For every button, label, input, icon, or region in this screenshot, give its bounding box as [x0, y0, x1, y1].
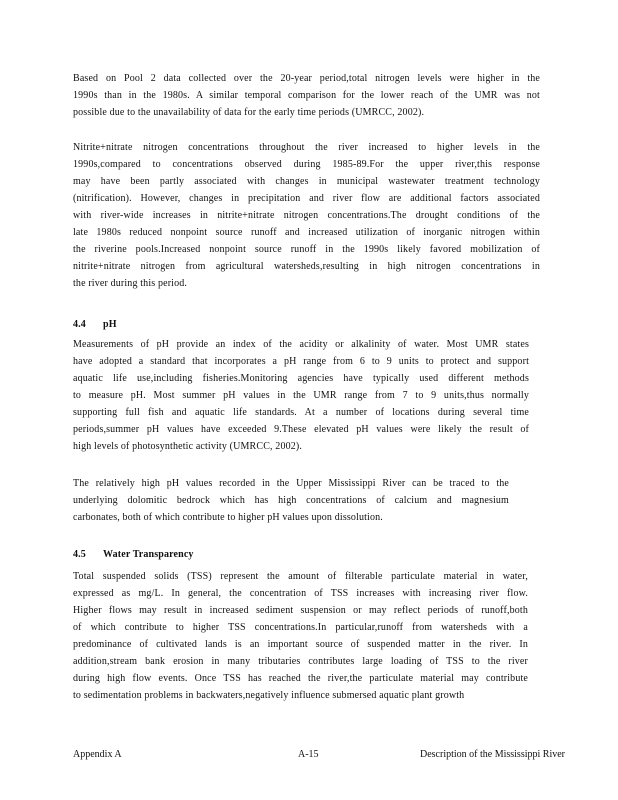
text-line: of which contribute to higher TSS concentrations.In particular,runoff from watersheds with a — [73, 622, 528, 633]
text-line: predominance of cultivated lands is an important source of suspended matter in the river. In — [73, 639, 528, 650]
section-title: Water Transparency — [103, 549, 194, 560]
text-line: The relatively high pH values recorded in the Upper Mississippi River can be traced to the — [73, 478, 509, 489]
paragraph-tss — [73, 568, 528, 704]
text-line: Based on Pool 2 data collected over the 20-year period,total nitrogen levels were higher in the — [73, 73, 540, 84]
footer-right: Description of the Mississippi River — [420, 749, 565, 760]
footer-left: Appendix A — [73, 749, 122, 760]
section-heading-4-4 — [73, 316, 117, 333]
text-line: 1990s,compared to concentrations observed during 1985-89.For the upper river,this response — [73, 159, 540, 170]
text-line: during high flow events. Once TSS has reached the river,the particulate material may contribute — [73, 673, 528, 684]
paragraph-nitrite-nitrate — [73, 139, 540, 292]
text-line: underlying dolomitic bedrock which has high concentrations of calcium and magnesium — [73, 495, 509, 506]
paragraph-ph-measurements — [73, 336, 529, 455]
text-line: have adopted a standard that incorporates a pH range from 6 to 9 units to protect and support — [73, 356, 529, 367]
text-line: late 1980s reduced nonpoint source runoff and increased utilization of inorganic nitrogen within — [73, 227, 540, 238]
text-line: carbonates, both of which contribute to higher pH values upon dissolution. — [73, 512, 383, 523]
text-line: the river during this period. — [73, 278, 188, 289]
text-line: Total suspended solids (TSS) represent the amount of filterable particulate material in water, — [73, 571, 528, 582]
text-line: may have been partly associated with changes in municipal wastewater treatment technology — [73, 176, 540, 187]
paragraph-ph-bedrock — [73, 475, 509, 526]
text-line: (nitrification). However, changes in precipitation and river flow are additional factors associated — [73, 193, 540, 204]
text-line: the riverine pools.Increased nonpoint source runoff in the 1990s likely favored mobilization of — [73, 244, 540, 255]
text-line: expressed as mg/L. In general, the concentration of TSS increases with increasing river flow. — [73, 588, 528, 599]
text-line: Measurements of pH provide an index of the acidity or alkalinity of water. Most UMR states — [73, 339, 529, 350]
text-line: Higher flows may result in increased sediment suspension or may reflect periods of runoff,both — [73, 605, 528, 616]
text-line: periods,summer pH values have exceeded 9.These elevated pH values were likely the result of — [73, 424, 529, 435]
section-heading-4-5 — [73, 546, 194, 563]
text-line: Nitrite+nitrate nitrogen concentrations throughout the river increased to higher levels in the — [73, 142, 540, 153]
text-line: aquatic life use,including fisheries.Monitoring agencies have typically used different methods — [73, 373, 529, 384]
section-number: 4.4 — [73, 319, 86, 330]
section-number: 4.5 — [73, 549, 86, 560]
text-line: possible due to the unavailability of data for the early time periods (UMRCC, 2002). — [73, 107, 425, 118]
text-line: 1990s than in the 1980s. A similar temporal comparison for the lower reach of the UMR was not — [73, 90, 540, 101]
paragraph-nitrogen-pool2 — [73, 70, 540, 121]
text-line: high levels of photosynthetic activity (UMRCC, 2002). — [73, 441, 303, 452]
text-line: supporting full fish and aquatic life standards. At a number of locations during several time — [73, 407, 529, 418]
text-line: with river-wide increases in nitrite+nitrate nitrogen concentrations.The drought conditions of the — [73, 210, 540, 221]
text-line: nitrite+nitrate nitrogen from agricultural watersheds,resulting in high nitrogen concentrations in — [73, 261, 540, 272]
text-line: addition,stream bank erosion in many tributaries contributes large loading of TSS to the river — [73, 656, 528, 667]
footer-page-number: A-15 — [298, 749, 319, 760]
text-line: to measure pH. Most summer pH values in the UMR range from 7 to 9 units,thus normally — [73, 390, 529, 401]
section-title: pH — [103, 319, 117, 330]
text-line: to sedimentation problems in backwaters,negatively influence submersed aquatic plant growth — [73, 690, 465, 701]
